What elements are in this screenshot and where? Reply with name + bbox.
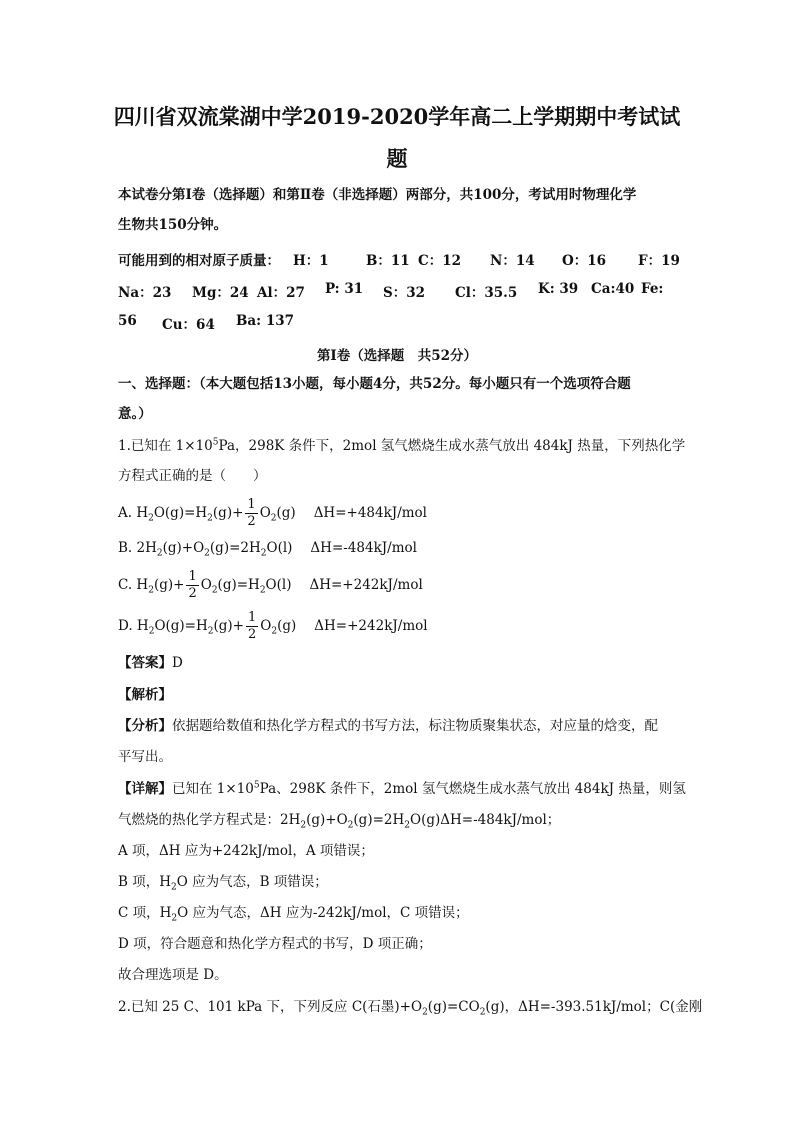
detail-option-d: D 项，符合题意和热化学方程式的书写，D 项正确； <box>118 936 432 952</box>
atomic-mass: Cl：35.5 <box>455 285 518 301</box>
question-2-stem: 2.已知 25 C、101 kPa 下，下列反应 C(石墨)$+O_2(g)=CO_2(g)$，ΔH=-393.51kJ/mol；C(金刚 <box>118 999 703 1018</box>
atomic-mass: B：11 <box>366 253 410 269</box>
atomic-mass: O：16 <box>562 253 607 269</box>
detail-option-c: C 项，$H_2O$ 应为气态，ΔH 应为-242kJ/mol，C 项错误； <box>118 905 469 924</box>
conclusion: 故合理选项是 D。 <box>118 967 228 983</box>
atomic-mass: Cu：64 <box>162 317 215 333</box>
atomic-mass: Al：27 <box>257 285 305 301</box>
fraction-one-half: $\frac{1}{2}$ <box>247 497 256 529</box>
atomic-mass: C：12 <box>418 253 462 269</box>
section-instructions: 一、选择题：（本大题包括13小题，每小题4分，共52分。每小题只有一个选项符合题 <box>118 376 631 392</box>
intro-line-1: 本试卷分第Ⅰ卷（选择题）和第Ⅱ卷（非选择题）两部分，共100分，考试用时物理化学 <box>118 187 637 203</box>
analysis-heading: 【解析】 <box>118 687 172 703</box>
atomic-mass: N：14 <box>490 253 535 269</box>
atomic-mass: S：32 <box>383 285 426 301</box>
fraction-one-half: $\frac{1}{2}$ <box>188 569 197 601</box>
section-instructions-continued: 意。） <box>118 406 152 422</box>
question-1-stem-continued: 方程式正确的是（ ） <box>118 468 267 484</box>
atomic-mass: F：19 <box>638 253 680 269</box>
atomic-mass: Fe: <box>641 281 664 297</box>
detail-line-2: 气燃烧的热化学方程式是：$2H_2(g)+O_2(g)=2H_2O(g)\Delta H=-484kJ$/mol； <box>118 812 561 831</box>
page-title: 四川省双流棠湖中学2019-2020学年高二上学期期中考试试 <box>113 104 681 129</box>
fraction-one-half: $\frac{1}{2}$ <box>248 610 257 642</box>
atomic-mass: Mg：24 <box>192 285 249 301</box>
analysis-summary-continued: 平写出。 <box>118 749 172 765</box>
intro-line-2: 生物共150分钟。 <box>118 217 228 233</box>
answer-line: 【答案】D <box>118 655 183 671</box>
atomic-mass: Na：23 <box>118 285 172 301</box>
atomic-mass: H：1 <box>293 253 329 269</box>
atomic-mass: K: 39 <box>538 281 579 297</box>
page-title-continued: 题 <box>386 146 408 171</box>
question-1-stem: 1.已知在 $1\times 10^5Pa$，298K 条件下，2mol 氢气燃烧生成水蒸气放出 484kJ 热量，下列热化学 <box>118 437 686 454</box>
detail-option-a: A 项，ΔH 应为+242kJ/mol，A 项错误； <box>118 843 374 859</box>
atomic-mass: 56 <box>118 313 137 329</box>
analysis-summary: 【分析】依据题给数值和热化学方程式的书写方法，标注物质聚集状态，对应量的焓变，配 <box>118 718 658 734</box>
section-title: 第Ⅰ卷（选择题 共52分） <box>316 348 478 364</box>
option-d: D. $H_2O(g)=H_2(g)+$ $\frac{1}{2}$ $O_2(g)$ ΔH=+242kJ/mol <box>118 610 428 642</box>
option-b: B. $2H_2(g)+O_2(g)=2H_2O(l)$ ΔH=-484kJ/mol <box>118 540 417 559</box>
detail-option-b: B 项，$H_2O$ 应为气态，B 项错误； <box>118 874 328 893</box>
atomic-masses-label: 可能用到的相对原子质量： <box>118 253 280 269</box>
atomic-mass: P: 31 <box>325 281 364 297</box>
atomic-mass: Ca:40 <box>591 281 635 297</box>
atomic-mass: Ba: 137 <box>236 313 295 329</box>
option-c: C. $H_2(g)+$ $\frac{1}{2}$ $O_2(g)=H_2O(l)$ ΔH=+242kJ/mol <box>118 569 423 601</box>
detail-line-1: 【详解】已知在 $1\times 10^5Pa$、298K 条件下，2mol 氢气燃烧生成水蒸气放出 484kJ 热量，则氢 <box>118 780 686 797</box>
option-a: A. $H_2O(g)=H_2(g)+$ $\frac{1}{2}$ $O_2(g)$ ΔH=+484kJ/mol <box>118 497 427 529</box>
